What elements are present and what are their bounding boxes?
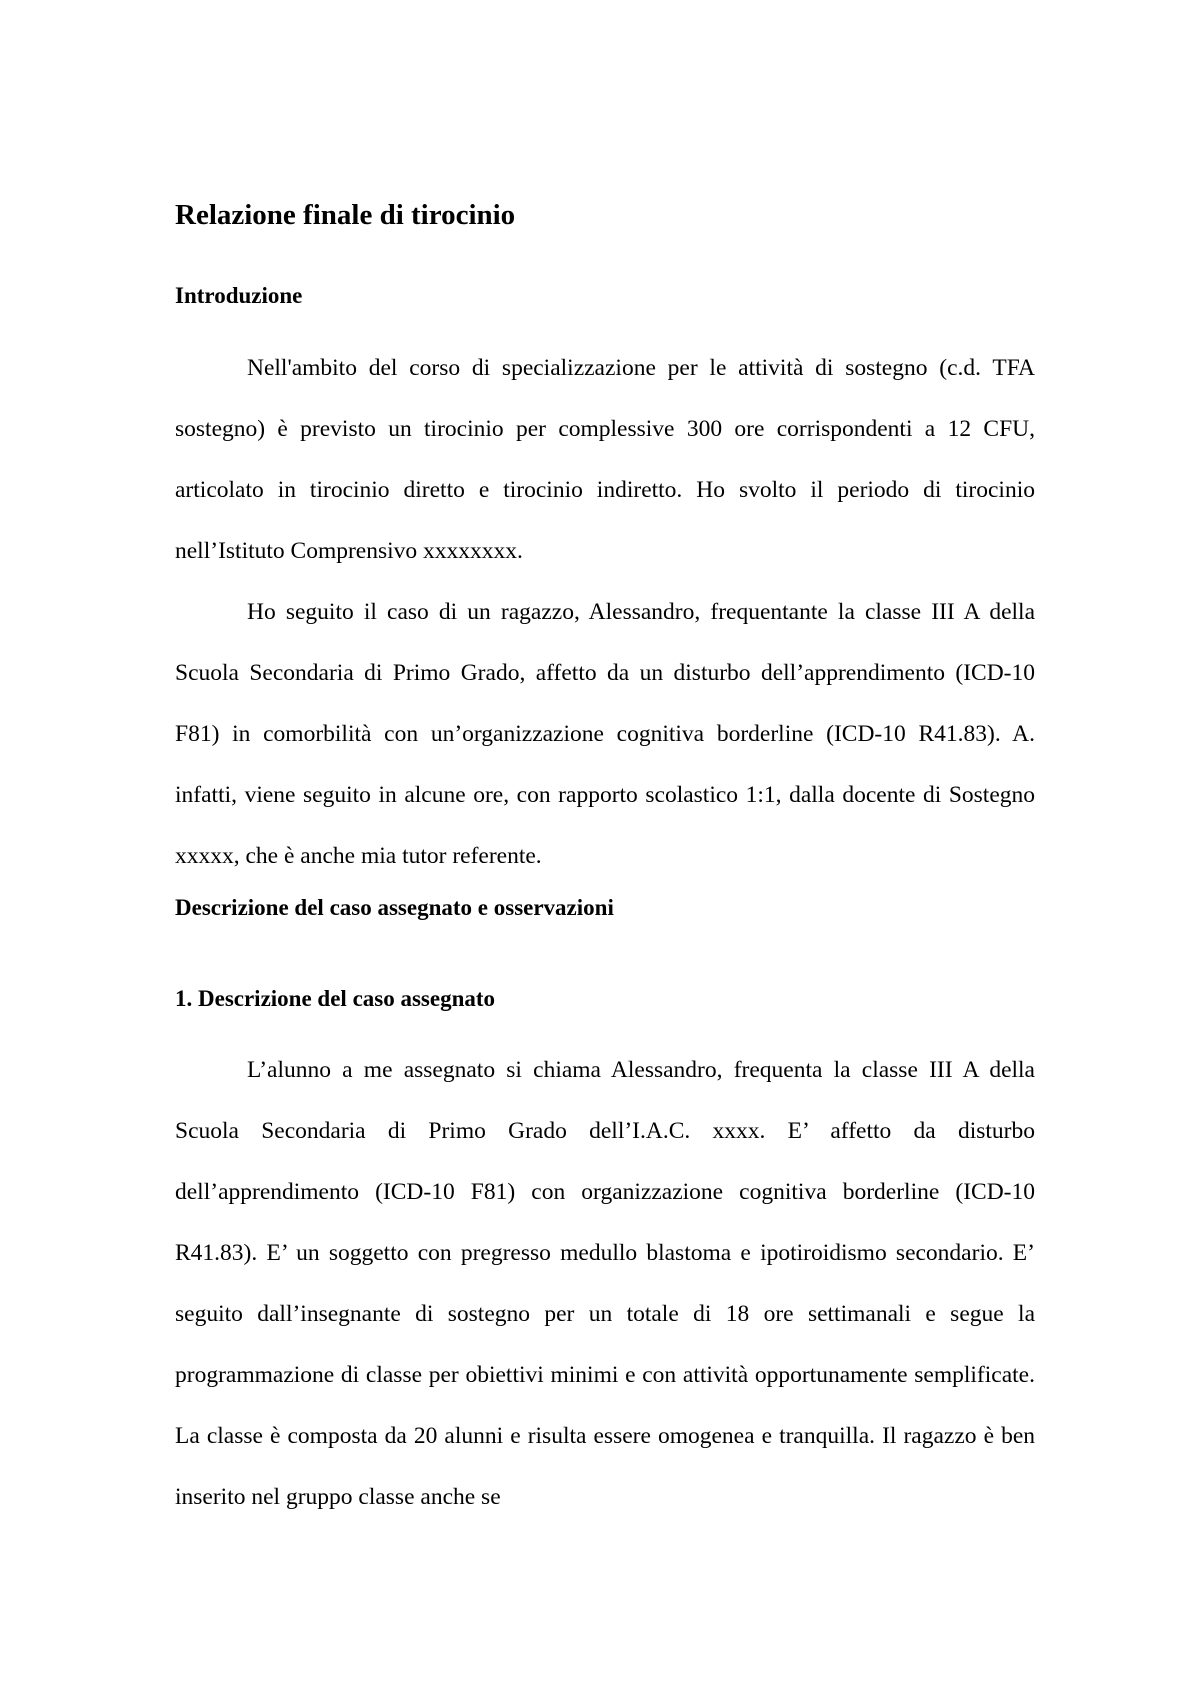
section-heading-introduzione: Introduzione (175, 283, 303, 308)
section-heading-descrizione-caso: Descrizione del caso assegnato e osservazioni (175, 895, 614, 920)
subsection-heading-descrizione-caso: 1. Descrizione del caso assegnato (175, 986, 496, 1011)
paragraph-descrizione-caso-1: L’alunno a me assegnato si chiama Alessandro, frequenta la classe III A della Scuola Secondaria di Primo Grado dell’I.A.C. xxxx. E’ affetto da disturbo dell’apprendimento (ICD-10 F81) con organizzazione cognitiva borderline (ICD-10 R41.83). E’ un soggetto con pregresso medullo blastoma e ipotiroidismo secondario. E’ seguito dall’insegnante di sostegno per un totale di 18 ore settimanali e segue la programmazione di classe per obiettivi minimi e con attività opportunamente semplificate. La classe è composta da 20 alunni e risulta essere omogenea e tranquilla. Il ragazzo è ben inserito nel gruppo classe anche se (175, 1057, 1035, 1510)
document-title: Relazione finale di tirocinio (175, 199, 516, 231)
paragraph-introduzione-2: Ho seguito il caso di un ragazzo, Alessandro, frequentante la classe III A della Scuola Secondaria di Primo Grado, affetto da un disturbo dell’apprendimento (ICD-10 F81) in comorbilità con un’organizzazione cognitiva borderline (ICD-10 R41.83). A. infatti, viene seguito in alcune ore, con rapporto scolastico 1:1, dalla docente di Sostegno xxxxx, che è anche mia tutor referente. (175, 599, 1035, 869)
paragraph-introduzione-1: Nell'ambito del corso di specializzazione per le attività di sostegno (c.d. TFA sostegno) è previsto un tirocinio per complessive 300 ore corrispondenti a 12 CFU, articolato in tirocinio diretto e tirocinio indiretto. Ho svolto il periodo di tirocinio nell’Istituto Comprensivo xxxxxxxx. (175, 355, 1035, 564)
document-page (175, 0, 1035, 1696)
